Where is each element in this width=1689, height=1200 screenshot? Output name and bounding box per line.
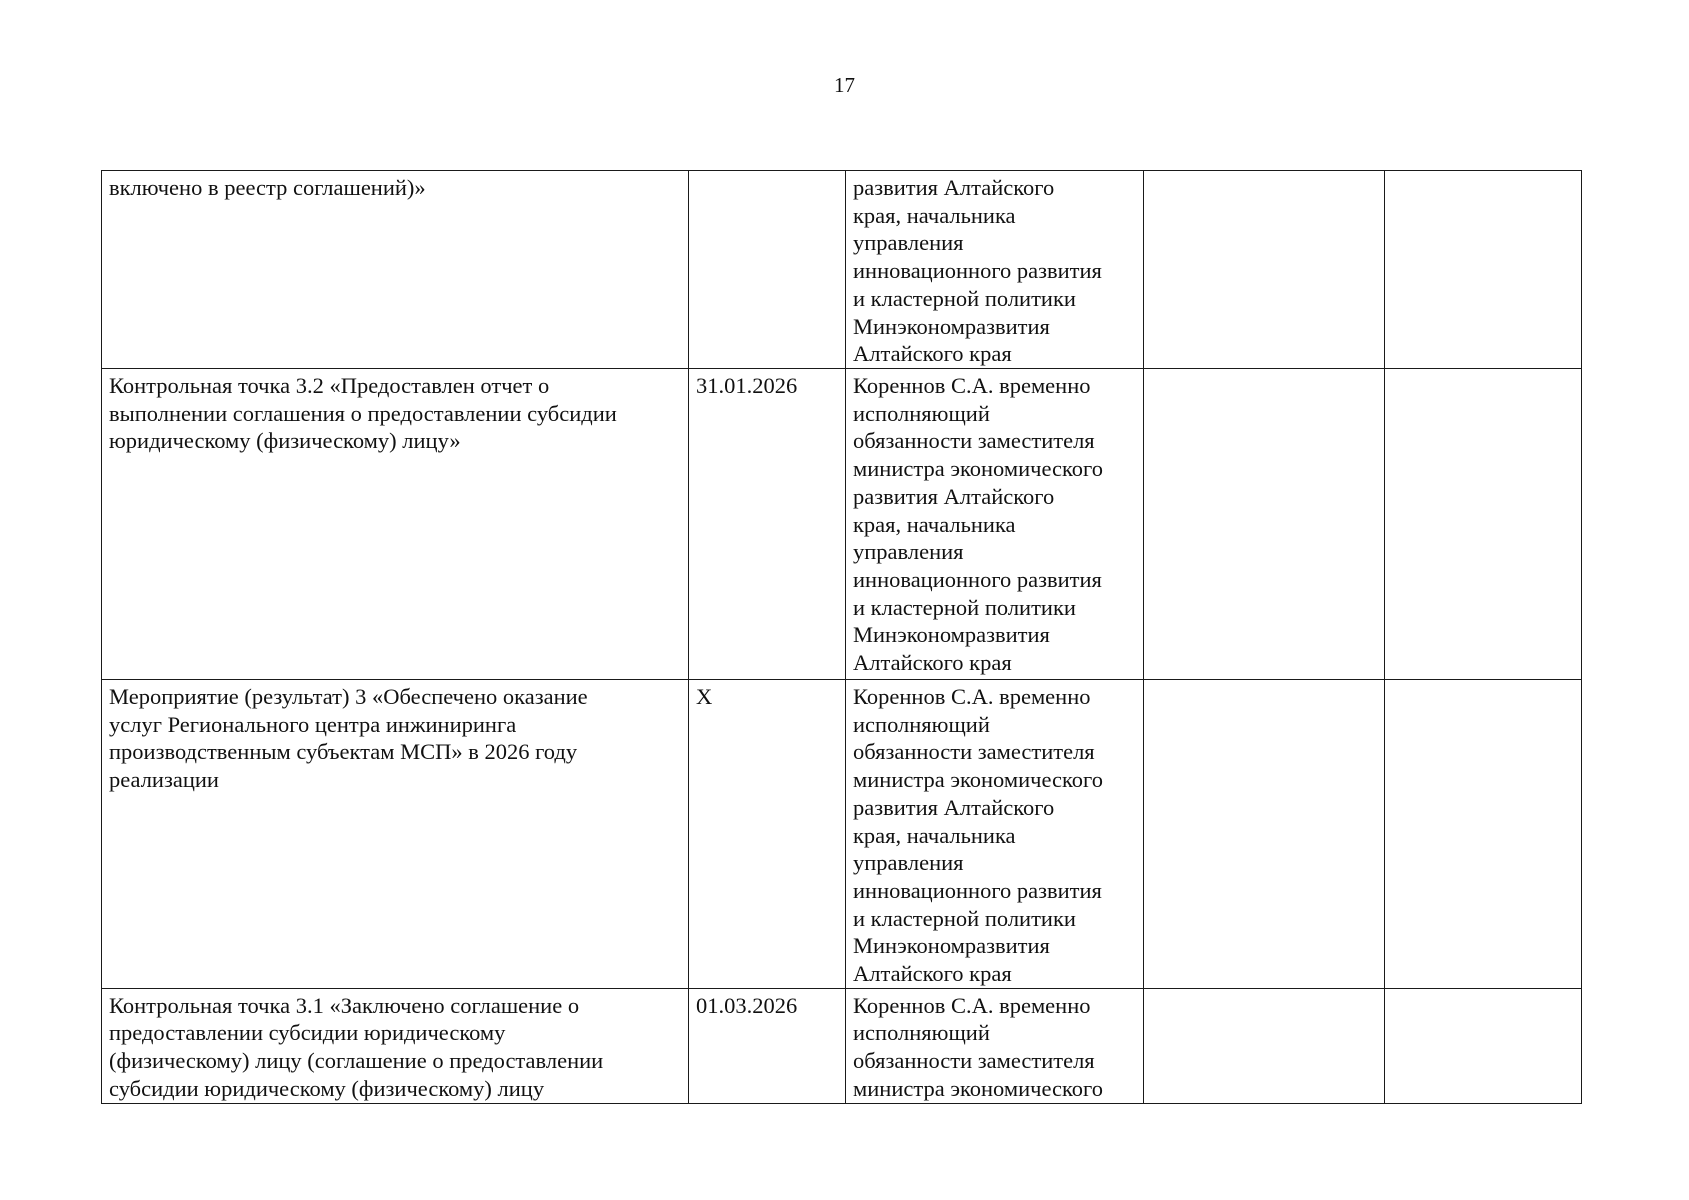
- text-line: Контрольная точка 3.1 «Заключено соглашение о: [109, 992, 580, 1018]
- cell-col5: [1385, 988, 1582, 1103]
- text-line: обязанности заместителя: [853, 1048, 1095, 1074]
- text-line: края, начальника: [853, 822, 1016, 848]
- text-line: субсидии юридическому (физическому) лицу: [109, 1075, 545, 1101]
- text-line: Алтайского края: [853, 341, 1012, 367]
- text-line: управления: [853, 850, 964, 876]
- text-line: развития Алтайского: [853, 483, 1055, 509]
- cell-name: [102, 171, 689, 369]
- text-line: развития Алтайского: [853, 794, 1055, 820]
- cell-name: [102, 988, 689, 1103]
- text-line: и кластерной политики: [853, 594, 1076, 620]
- cell-date: 01.03.2026: [689, 988, 846, 1103]
- text-line: управления: [853, 539, 964, 565]
- page-number: 17: [834, 73, 855, 97]
- name-text: [109, 683, 681, 794]
- cell-col5: [1385, 171, 1582, 369]
- text-line: исполняющий: [853, 711, 990, 737]
- text-line: Минэкономразвития: [853, 313, 1050, 339]
- text-line: обязанности заместителя: [853, 428, 1095, 454]
- cell-col5: [1385, 680, 1582, 989]
- cell-col4: [1144, 988, 1385, 1103]
- text-line: выполнении соглашения о предоставлении субсидии: [109, 400, 617, 426]
- plan-table: [101, 170, 1582, 1104]
- table-row: [102, 988, 1582, 1103]
- text-line: края, начальника: [853, 202, 1016, 228]
- text-line: Контрольная точка 3.2 «Предоставлен отчет о: [109, 373, 550, 398]
- text-line: предоставлении субсидии юридическому: [109, 1020, 506, 1046]
- text-line: услуг Регионального центра инжиниринга: [109, 711, 517, 737]
- responsible-text: [853, 992, 1136, 1103]
- text-line: включено в реестр соглашений)»: [109, 175, 426, 200]
- text-line: (физическому) лицу (соглашение о предоставлении: [109, 1048, 604, 1074]
- text-line: Кореннов С.А. временно: [853, 373, 1091, 398]
- text-line: развития Алтайского: [853, 175, 1055, 200]
- table-row: [102, 680, 1582, 989]
- text-line: управления: [853, 230, 964, 256]
- cell-col4: [1144, 680, 1385, 989]
- text-line: производственным субъектам МСП» в 2026 году: [109, 739, 578, 765]
- text-line: Алтайского края: [853, 961, 1012, 987]
- responsible-text: [853, 683, 1136, 988]
- cell-col4: [1144, 369, 1385, 680]
- text-line: исполняющий: [853, 400, 990, 426]
- text-line: обязанности заместителя: [853, 739, 1095, 765]
- text-line: края, начальника: [853, 511, 1016, 537]
- cell-responsible: [846, 680, 1144, 989]
- cell-responsible: [846, 171, 1144, 369]
- text-line: юридическому (физическому) лицу»: [109, 428, 461, 454]
- text-line: Мероприятие (результат) 3 «Обеспечено оказание: [109, 684, 588, 709]
- cell-date: [689, 171, 846, 369]
- cell-name: [102, 369, 689, 680]
- cell-name: [102, 680, 689, 989]
- responsible-text: [853, 174, 1136, 368]
- cell-date: X: [689, 680, 846, 989]
- text-line: реализации: [109, 767, 219, 793]
- text-line: Кореннов С.А. временно: [853, 992, 1091, 1018]
- cell-date: 31.01.2026: [689, 369, 846, 680]
- cell-responsible: [846, 369, 1144, 680]
- text-line: инновационного развития: [853, 566, 1102, 592]
- text-line: инновационного развития: [853, 258, 1102, 284]
- cell-col5: [1385, 369, 1582, 680]
- text-line: Минэкономразвития: [853, 933, 1050, 959]
- text-line: и кластерной политики: [853, 905, 1076, 931]
- name-text: [109, 372, 681, 455]
- text-line: исполняющий: [853, 1020, 990, 1046]
- cell-responsible: [846, 988, 1144, 1103]
- text-line: министра экономического: [853, 456, 1103, 482]
- text-line: Алтайского края: [853, 650, 1012, 676]
- text-line: Минэкономразвития: [853, 622, 1050, 648]
- text-line: министра экономического: [853, 1075, 1103, 1101]
- name-text: [109, 992, 681, 1103]
- table-row: [102, 369, 1582, 680]
- text-line: министра экономического: [853, 767, 1103, 793]
- cell-col4: [1144, 171, 1385, 369]
- text-line: инновационного развития: [853, 877, 1102, 903]
- name-text: [109, 174, 681, 202]
- text-line: и кластерной политики: [853, 285, 1076, 311]
- table-row: [102, 171, 1582, 369]
- responsible-text: [853, 372, 1136, 677]
- text-line: Кореннов С.А. временно: [853, 684, 1091, 709]
